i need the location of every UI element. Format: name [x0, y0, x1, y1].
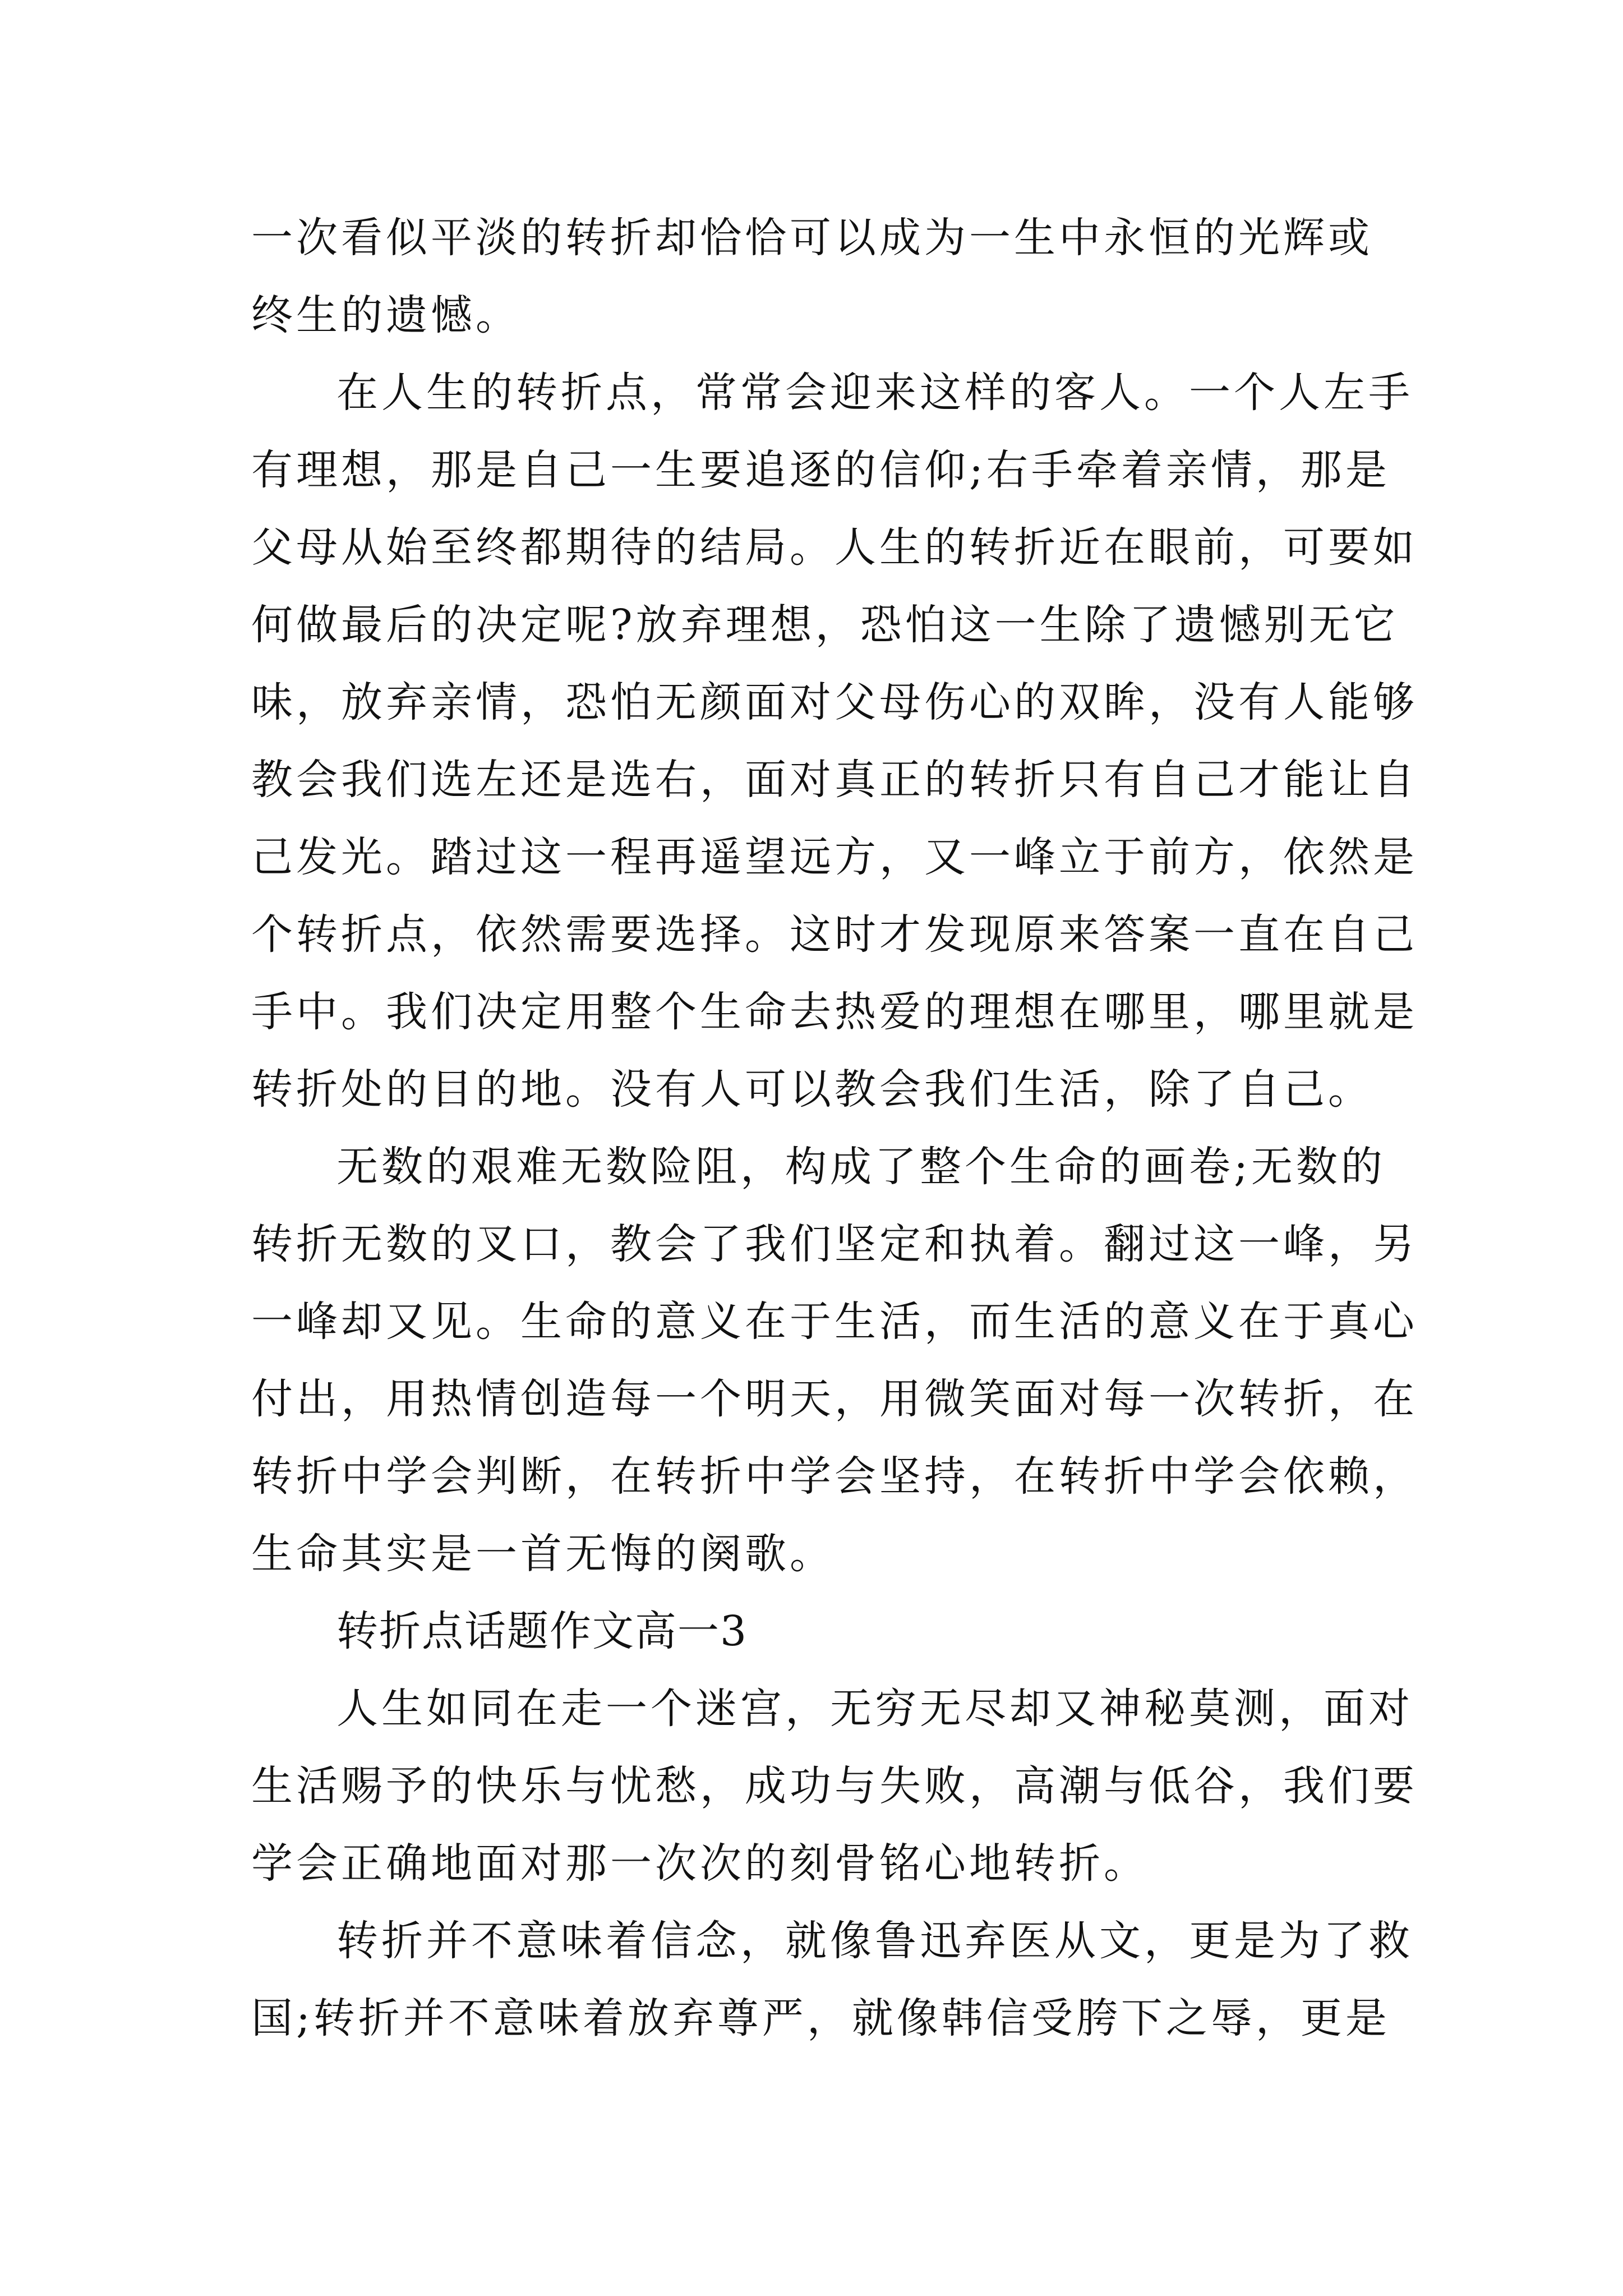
text-line: 一峰却又见。生命的意义在于生活，而生活的意义在于真心 [251, 1297, 1418, 1346]
text-line: 味，放弃亲情，恐怕无颜面对父母伤心的双眸，没有人能够 [251, 678, 1418, 726]
text-line: 转折处的目的地。没有人可以教会我们生活，除了自己。 [251, 1065, 1373, 1114]
document-body [251, 199, 1418, 2057]
text-line: 生命其实是一首无悔的阕歌。 [251, 1530, 834, 1578]
section-heading: 转折点话题作文高一3 [336, 1607, 748, 1655]
text-line: 人生如同在走一个迷宫，无穷无尽却又神秘莫测，面对 [336, 1685, 1413, 1733]
text-line: 父母从始至终都期待的结局。人生的转折近在眼前，可要如 [251, 523, 1418, 572]
text-line: 付出，用热情创造每一个明天，用微笑面对每一次转折，在 [251, 1375, 1418, 1423]
text-line: 己发光。踏过这一程再遥望远方，又一峰立于前方，依然是 [251, 833, 1418, 881]
text-line: 转折无数的叉口，教会了我们坚定和执着。翻过这一峰，另 [251, 1220, 1418, 1268]
text-line: 有理想，那是自己一生要追逐的信仰;右手牵着亲情，那是 [251, 446, 1390, 494]
text-line: 生活赐予的快乐与忧愁，成功与失败，高潮与低谷，我们要 [251, 1762, 1418, 1810]
text-line: 何做最后的决定呢?放弃理想，恐怕这一生除了遗憾别无它 [251, 601, 1399, 649]
text-line: 一次看似平淡的转折却恰恰可以成为一生中永恒的光辉或 [251, 214, 1373, 262]
text-line: 转折中学会判断，在转折中学会坚持，在转折中学会依赖， [251, 1452, 1418, 1501]
text-line: 个转折点，依然需要选择。这时才发现原来答案一直在自己 [251, 910, 1418, 959]
text-line: 手中。我们决定用整个生命去热爱的理想在哪里，哪里就是 [251, 988, 1418, 1036]
text-line: 在人生的转折点，常常会迎来这样的客人。一个人左手 [336, 369, 1413, 417]
text-line: 无数的艰难无数险阻，构成了整个生命的画卷;无数的 [336, 1143, 1386, 1191]
text-line: 终生的遗憾。 [251, 291, 520, 339]
text-line: 转折并不意味着信念，就像鲁迅弃医从文，更是为了救 [336, 1917, 1413, 1965]
text-line: 国;转折并不意味着放弃尊严，就像韩信受胯下之辱，更是 [251, 1994, 1390, 2042]
text-line: 教会我们选左还是选右，面对真正的转折只有自己才能让自 [251, 756, 1418, 804]
text-line: 学会正确地面对那一次次的刻骨铭心地转折。 [251, 1839, 1149, 1888]
